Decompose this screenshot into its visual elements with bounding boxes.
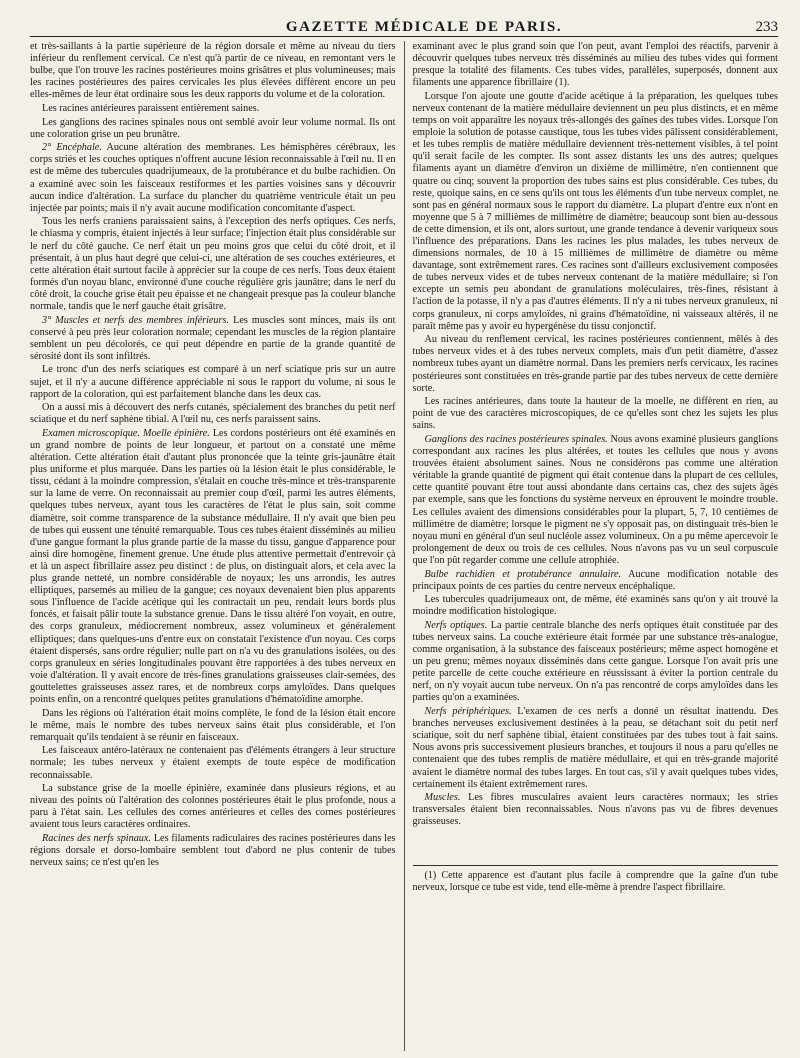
paragraph-text: et très-saillants à la partie supérieure de la région dorsale et même au niveau du tiers inférieur du renflement cervical. Ce n'est qu'à partir de ce niveau, en remontant vers le bulbe, que l'on trouve les racines postérieures moins grisâtres et plus volumineuses; mais les racines postérieures des paires cervicales les plus élevées diffèrent encore un peu elles-mêmes de leur état ordinaire sous les deux rapports du volume et de la coloration. <box>30 41 396 101</box>
paragraph <box>413 91 779 333</box>
paragraph <box>413 41 779 89</box>
paragraph <box>30 428 396 706</box>
paragraph-text: Lorsque l'on ajoute une goutte d'acide acétique à la préparation, les quelques tubes nerveux contenant de la matière médullaire deviennent un peu plus distincts, et en même temps on voit apparaître les noyaux très-allongés des gaînes des tubes vides. Lorsque l'on emploie la solution de potasse caustique, tous les tubes vides pâlissent considérablement, et les tubes remplis de matière médullaire deviennent très-nettement visibles, à tel point qu'il serait facile de les compter. Ils sont assez distants les uns des autres; quelques filaments ayant un diamètre d'environ un dixième de millimètre, n'en contiennent que quatre ou cinq; souvent la proportion des tubes sains est plus considérable. Ces tubes, du reste, quoique sains, en ce sens qu'ils ont tous les éléments d'un tube nerveux complet, ne sont pas en général normaux sous le rapport du diamètre. La plupart d'entre eux n'ont en moyenne que 5 à 7 millièmes de millimètre de diamètre; beaucoup sont bien au-dessous de cette dimension, et ils ont, alors surtout, une grande tendance à devenir variqueux sous l'influence des préparations. Dans les racines les plus malades, les tubes nerveux de dimensions normales, de 10 à 15 millièmes de millimètre de diamètre ou même davantage, sont extrêmement rares. Ces racines sont d'ailleurs exclusivement composées de tubes nerveux vides et de tubes nerveux contenant de la matière médullaire; si l'on excepte un semis peu abondant de granulations moléculaires, très-fines, résistant à l'action de la potasse, il n'y a pas d'autres éléments. Il n'y a ni tubes nerveux granuleux, ni corps granuleux, ni corps amyloïdes, ni grains d'hématoïdine, ni vaisseaux altérés, il ne paraît même pas y avoir eu hypergénèse du tissu conjonctif. <box>412 90 778 332</box>
page-number: 233 <box>755 19 778 35</box>
right-column-body <box>413 41 779 829</box>
paragraph <box>413 620 779 705</box>
paragraph <box>30 708 396 744</box>
paragraph-text: Le tronc d'un des nerfs sciatiques est comparé à un nerf sciatique pris sur un autre sujet, et il n'y a aucune différence appréciable ni sous le rapport du volume, ni sous le rapport de la coloration, qui est parfaitement blanche dans les deux cas. <box>30 364 396 400</box>
paragraph <box>413 594 779 618</box>
paragraph-text: Tous les nerfs craniens paraissaient sains, à l'exception des nerfs optiques. Ces nerfs, le chiasma y compris, étaient injectés à leur surface; l'injection était plus considérable sur le nerf du côté gauche. Ce nerf était un peu moins gros que celui du côté droit, et il présentait, à un plus haut degré que celui-ci, une altération de ses couches extérieures, et cette altération était surtout facile à apprécier sur la coupe de ces nerfs. Tous deux étaient formés d'un noyau blanc, environné d'une couche régulière gris jaunâtre; dans le nerf du côté droit, la couche grise était peu épaisse et ne changeait presque pas la couleur blanche normale, tandis que le nerf gauche était grisâtre. <box>30 216 396 312</box>
paragraph-text: Les muscles sont minces, mais ils ont conservé à peu près leur coloration normale; cependant les muscles de la région plantaire semblent un peu décolorés, ce qui peut dépendre en partie de la grande quantité de sérosité dont ils sont infiltrés. <box>30 314 396 362</box>
paragraph-text: Les faisceaux antéro-latéraux ne contenaient pas d'éléments étrangers à leur structure normale; les tubes nerveux y étaient exempts de toute espèce de modification reconnaissable. <box>30 745 396 781</box>
paragraph-text: On a aussi mis à découvert des nerfs cutanés, spécialement des branches du petit nerf sciatique et du nerf saphène tibial. A l'œil nu, ces nerfs paraissent sains. <box>30 402 396 426</box>
paragraph-text: Les racines antérieures paraissent entièrement saines. <box>42 102 260 114</box>
paragraph-text: examinant avec le plus grand soin que l'on peut, avant l'emploi des réactifs, parvenir à découvrir quelques tubes nerveux très disséminés au milieu des tubes vides qui forment presque la totalité des filaments. Ces tubes vides, parallèles, superposés, donnent aux filaments une apparence fibrillaire (1). <box>412 41 778 89</box>
section-heading: Nerfs périphériques. <box>424 706 512 718</box>
section-heading: Nerfs optiques. <box>424 619 488 631</box>
paragraph-text: Les racines antérieures, dans toute la hauteur de la moelle, ne diffèrent en rien, au point de vue des caractères microscopiques, de ce qu'elles sont chez les sujets les plus sains. <box>412 396 778 432</box>
paragraph-text: Les ganglions des racines spinales nous ont semblé avoir leur volume normal. Ils ont une coloration grise un peu brunâtre. <box>30 116 396 140</box>
paragraph <box>30 41 396 101</box>
paragraph-text: Aucune altération des membranes. Les hémisphères cérébraux, les corps striés et les couches optiques n'offrent aucune lésion reconnaissable à l'œil nu. Il en est de même des tubercules quadrijumeaux, de la protubérance et du bulbe rachidien. On a examiné avec soin les faisceaux restiformes et les parties voisines sans y découvrir aucun indice d'altération. La surface du plancher du quatrième ventricule était un peu injectée par points; mais il n'y avait aucune modification concomitante d'aspect. <box>30 142 396 214</box>
paragraph <box>30 103 396 115</box>
footnote: (1) Cette apparence est d'autant plus facile à comprendre que la gaîne d'un tube nerveux, lorsque ce tube est vide, tend elle-même à prendre l'aspect fibrillaire. <box>412 869 778 893</box>
paragraph-text: Les fibres musculaires avaient leurs caractères normaux; les stries transversales étaient bien reconnaissables. Nous n'avons pas vu de fibres devenues graisseuses. <box>412 792 778 828</box>
paragraph <box>413 792 779 828</box>
paragraph <box>30 745 396 781</box>
page-header <box>30 8 778 37</box>
section-heading: 3° Muscles et nerfs des membres inférieurs. <box>42 314 229 326</box>
section-heading: 2° Encéphale. <box>42 142 102 154</box>
paragraph-text: Nous avons examiné plusieurs ganglions correspondant aux racines les plus altérées, et toutes les cellules que nous y avons trouvées étaient absolument saines. Nous ne considérons pas comme une altération véritable la grande quantité de pigment qui était contenue dans la plupart de ces cellules, cette quantité pouvant être tout aussi abondante dans certains cas, chez des sujets âgés par exemple, sans que les fonctions du système nerveux en éprouvent le moindre trouble. Les cellules avaient des dimensions considérables pour la plupart, 5, 7, 10 centièmes de millimètre de diamètre; lorsque le pigment ne s'y opposait pas, on distinguait très-bien le noyau muni en général d'un seul nucléole assez volumineux. On a pu même apercevoir le prolongement de deux ou trois de ces cellules. Nous n'avons pas vu un seul corpuscule que l'on pût regarder comme une cellule atrophiée. <box>412 434 778 566</box>
paragraph <box>30 402 396 426</box>
paragraph-text: Dans les régions où l'altération était moins complète, le fond de la lésion était encore le même, mais le nombre des tubes nerveux sains était plus considérable, et l'on remarquait qu'ils tendaient à se réunir en faisceaux. <box>30 707 396 743</box>
paragraph-text: La partie centrale blanche des nerfs optiques était constituée par des tubes nerveux sains. La couche extérieure était formée par une substance très-analogue, comme organisation, à la substance des faisceaux postérieurs; même aspect homogène et un peu grenu; mêmes noyaux disséminés dans cette gangue. Lorsque l'on avait pris une petite parcelle de cette couche extérieure en réussissant à éviter la portion centrale du nerf, on n'y voyait aucun tube nerveux. On n'a pas rencontré de corps amyloïdes dans les parties qu'on a examinées. <box>412 619 778 704</box>
footnote-divider <box>413 865 779 866</box>
paragraph <box>30 783 396 831</box>
paragraph-text: L'examen de ces nerfs a donné un résultat inattendu. Des branches nerveuses exclusivement destinées à la peau, se détachant soit du petit nerf sciatique, soit du nerf saphène tibial, étaient constituées par des tubes tout à fait sains. Nous avons pris successivement plusieurs branches, et toujours il nous a paru qu'elles ne contenaient que des tubes remplis de matière médullaire, et qui en très-grande majorité avaient le diamètre normal des tubes larges. En tout cas, s'il y avait quelques tubes vides, certainement ils étaient extrêmement rares. <box>412 706 778 790</box>
paragraph-text: Aucune modification notable des principaux points de ces parties du centre nerveux encéphalique. <box>412 568 778 592</box>
paragraph <box>30 364 396 400</box>
paragraph <box>30 315 396 363</box>
paragraph-text: Au niveau du renflement cervical, les racines postérieures contiennent, mêlés à des tubes nerveux vides et à des tubes nerveux complets, mais d'un petit diamètre, d'assez nombreux tubes ayant un diamètre normal. Dans les premiers nerfs cervicaux, les racines postérieures sont constituées en très-grande partie par des tubes nerveux de cette dernière sorte. <box>412 334 778 394</box>
paragraph-text: Les cordons postérieurs ont été examinés en un grand nombre de points de leur longueur, et partout on a constaté une même altération. Cette altération était d'autant plus prononcée que la teinte gris-jaunâtre était plus uniforme et plus marquée. Dans les parties où la lésion était le plus considérable, le tissu, cédant à la moindre compression, s'étalait en couche très-mince et très-transparente sur la lame de verre. On reconnaissait au premier coup d'œil, parmi les autres éléments, quelques tubes nerveux, ayant tous les caractères de l'état le plus sain, soit comme diamètre, soit comme transparence de la substance médullaire. Il n'y avait que bien peu de tubes qui eussent une ténuité remarquable. Tous ces tubes étaient disséminés au milieu d'une gangue formant la plus grande partie de la masse du tissu, gangue d'apparence pour ainsi dire homogène, finement grenue. Une étude plus attentive permettait d'entrevoir çà et là un aspect fibrillaire assez peu distinct : de plus, on distinguait alors, et cela avec la plus grande netteté, un nombre considérable de noyaux; les uns arrondis, les autres elliptiques, parsemés au milieu de la gangue; ces noyaux devenaient bien plus apparents sous l'influence de l'acide acétique qui les contractait un peu, rendait leurs bords plus foncés, et faisait pâlir toute la substance grenue. Dans le tissu altéré l'on voyait, en outre, des corps granuleux, médiocrement nombreux, assez volumineux et généralement elliptiques; dans quelques-uns d'entre eux on constatait l'existence d'un noyau. Ces corps étaient dispersés, sans ordre régulier; nulle part on n'a vu des granulations isolées, ou des corps granuleux en séries longitudinales pouvant être rapportées à des tubes nerveux en voie d'altération. Il y avait encore de très-fines granulations graisseuses clair-semées, des gouttelettes graisseuses assez rares, et de nombreux corps amyloïdes. Dans quelques points enfin, on a rencontré quelques petites granulations d'hématoïdine amorphe. <box>30 427 396 705</box>
paragraph <box>413 569 779 593</box>
section-heading: Bulbe rachidien et protubérance annulaire. <box>424 568 622 580</box>
right-column <box>404 41 779 1051</box>
paragraph-text: La substance grise de la moelle épinière, examinée dans plusieurs régions, et au niveau des points où l'altération des colonnes postérieures était le plus profonde, nous a paru à l'état sain. Les cellules des cornes antérieures et celles des cornes postérieures avaient tous leurs caractères ordinaires. <box>30 783 396 831</box>
section-heading: Racines des nerfs spinaux. <box>42 833 151 844</box>
paragraph <box>30 216 396 313</box>
section-heading: Muscles. <box>424 792 461 804</box>
paragraph <box>413 334 779 394</box>
paragraph <box>30 142 396 215</box>
paragraph <box>413 396 779 432</box>
text-columns <box>30 41 778 1051</box>
running-title: GAZETTE MÉDICALE DE PARIS. <box>285 19 563 35</box>
paragraph <box>30 117 396 141</box>
section-heading: Examen microscopique. Moelle épinière. <box>42 427 210 439</box>
paragraph-text: Les filaments radiculaires des racines postérieures dans les régions dorsale et dorso-lombaire semblent tout d'abord ne plus contenir de tubes nerveux sains; ce n'est qu'en les <box>30 833 396 869</box>
section-heading: Ganglions des racines postérieures spinales. <box>424 434 608 445</box>
paragraph-text: Les tubercules quadrijumeaux ont, de même, été examinés sans qu'on y ait trouvé la moindre modification histologique. <box>412 594 778 618</box>
paragraph <box>413 706 779 791</box>
left-column <box>30 41 404 1051</box>
paragraph <box>413 434 779 567</box>
paragraph <box>30 833 396 869</box>
